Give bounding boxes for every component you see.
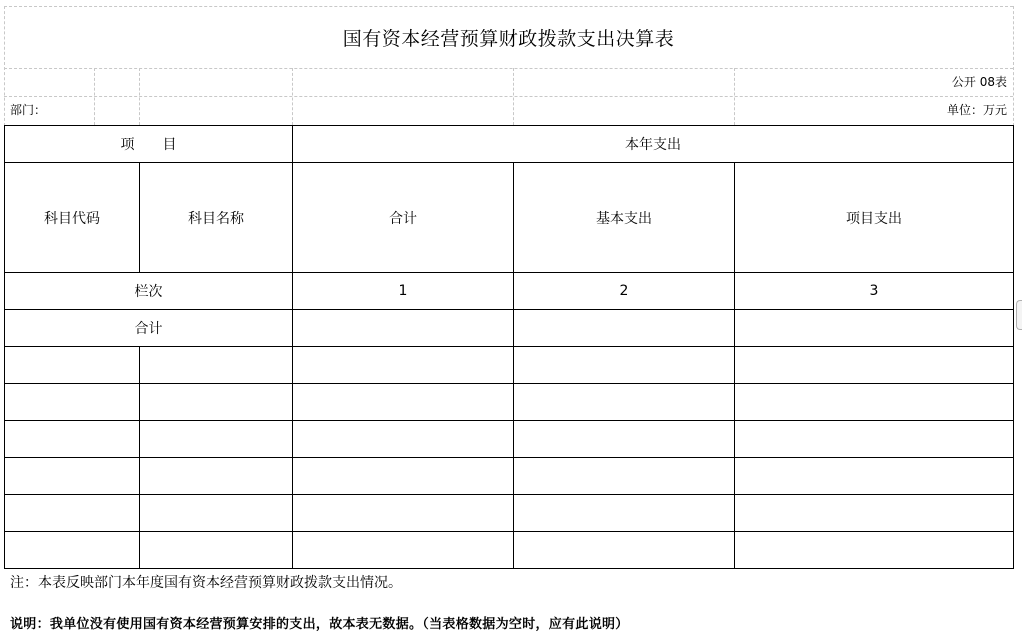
table-cell xyxy=(293,532,514,569)
table-cell xyxy=(5,421,140,458)
table-cell xyxy=(514,532,735,569)
col-total: 合计 xyxy=(293,163,514,273)
table-cell xyxy=(514,310,735,347)
explanation-text: 说明：我单位没有使用国有资本经营预算安排的支出，故本表无数据。（当表格数据为空时，应有此说明） xyxy=(10,617,629,632)
table-cell xyxy=(735,384,1014,421)
table-cell xyxy=(140,532,293,569)
table-cell xyxy=(5,347,140,384)
row-total xyxy=(5,310,1014,347)
table-cell xyxy=(514,384,735,421)
table-cell xyxy=(140,347,293,384)
table-cell xyxy=(140,421,293,458)
row-index xyxy=(5,273,1014,310)
grid-line xyxy=(4,68,1013,69)
table-cell xyxy=(140,384,293,421)
header-current-year: 本年支出 xyxy=(293,126,1014,163)
table-cell xyxy=(293,347,514,384)
col-project: 项目支出 xyxy=(735,163,1014,273)
table-cell xyxy=(5,384,140,421)
table-cell xyxy=(5,495,140,532)
row-index-value: 3 xyxy=(735,273,1014,310)
table-cell xyxy=(735,347,1014,384)
grid-line xyxy=(94,68,95,125)
table-cell xyxy=(514,495,735,532)
table-row xyxy=(5,532,1014,569)
table-row xyxy=(5,384,1014,421)
row-index-label: 栏次 xyxy=(5,273,293,310)
department-label: 部门： xyxy=(10,103,47,117)
table-cell xyxy=(5,458,140,495)
table-cell xyxy=(293,310,514,347)
table-cell xyxy=(514,421,735,458)
table-cell xyxy=(293,384,514,421)
col-subject-code: 科目代码 xyxy=(5,163,140,273)
table-cell xyxy=(735,532,1014,569)
table-cell xyxy=(140,495,293,532)
table-cell xyxy=(735,310,1014,347)
row-total-label: 合计 xyxy=(5,310,293,347)
table-cell xyxy=(293,421,514,458)
report-title: 国有资本经营预算财政拨款支出决算表 xyxy=(342,27,675,50)
grid-line xyxy=(139,68,140,125)
table-cell xyxy=(514,458,735,495)
table-cell xyxy=(514,347,735,384)
grid-line xyxy=(292,68,293,125)
grid-line xyxy=(4,96,1013,97)
form-number: 公开 08表 xyxy=(951,75,1007,89)
table-cell xyxy=(293,458,514,495)
col-basic: 基本支出 xyxy=(514,163,735,273)
table-note: 注：本表反映部门本年度国有资本经营预算财政拨款支出情况。 xyxy=(10,575,402,591)
table-row xyxy=(5,347,1014,384)
table-cell xyxy=(735,458,1014,495)
unit-label: 单位：万元 xyxy=(946,103,1007,117)
table-cell xyxy=(293,495,514,532)
table-cell xyxy=(140,458,293,495)
table-cell xyxy=(5,532,140,569)
table-cell xyxy=(735,495,1014,532)
grid-line xyxy=(1013,6,1014,126)
table-row xyxy=(5,421,1014,458)
table-subheader-row xyxy=(5,163,1014,273)
row-index-value: 1 xyxy=(293,273,514,310)
row-index-value: 2 xyxy=(514,273,735,310)
expenditure-table xyxy=(4,125,1014,569)
table-cell xyxy=(735,421,1014,458)
table-row xyxy=(5,495,1014,532)
table-row xyxy=(5,458,1014,495)
header-item: 项 目 xyxy=(5,126,293,163)
table-header-row xyxy=(5,126,1014,163)
col-subject-name: 科目名称 xyxy=(140,163,293,273)
grid-line xyxy=(734,68,735,125)
grid-line xyxy=(513,68,514,125)
scrollbar-handle[interactable] xyxy=(1016,300,1022,330)
